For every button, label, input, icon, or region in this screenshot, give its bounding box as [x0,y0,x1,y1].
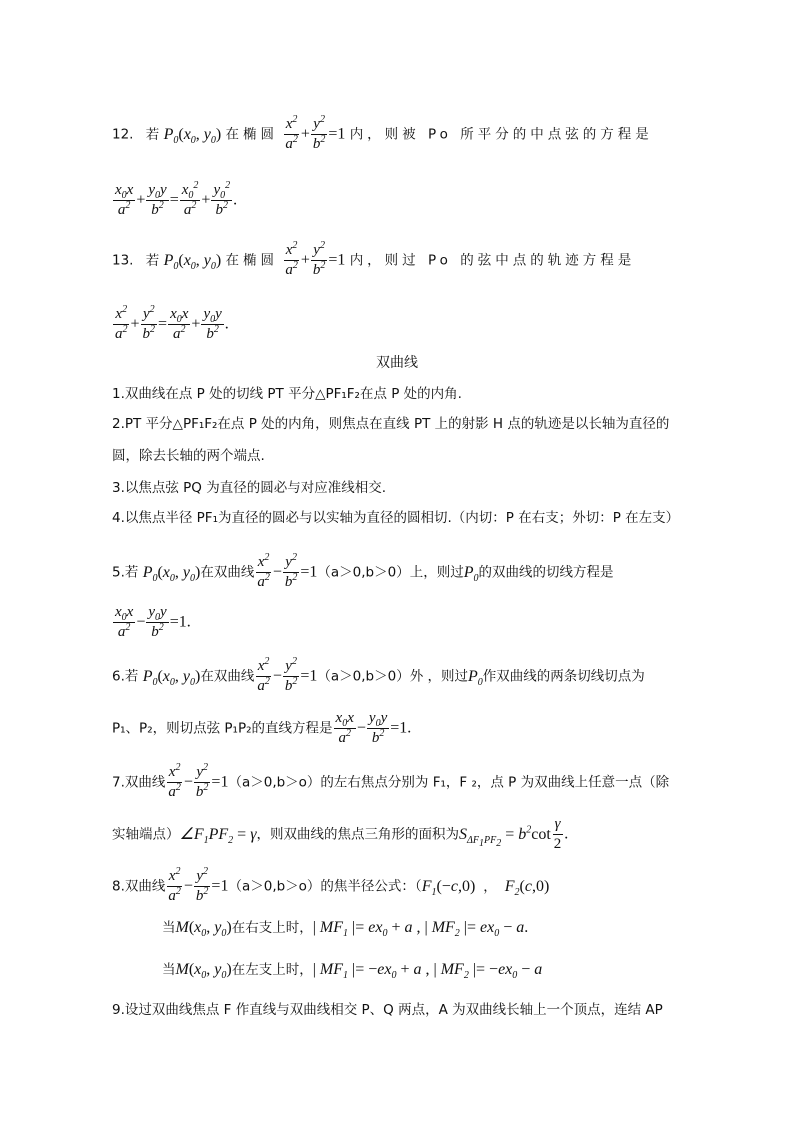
hyperbola-item-2-line-1: 2.PT 平分△PF₁F₂在点 P 处的内角，则焦点在直线 PT 上的射影 H 点的轨迹是以长轴为直径的 [112,416,670,432]
hyperbola-item-7-line-1: 7.双曲线 $\frac{x^2}{a^2}$ − $\frac{y^2}{b^2}$ =1（a＞0,b＞o）的左右焦点分别为 F₁，F ₂，点 P 为双曲线上任意一点（除 [112,762,670,800]
hyperbola-item-3: 3.以焦点弦 PQ 为直径的圆必与对应准线相交. [112,480,387,496]
hyperbola-item-5-line-1: 5.若 $P_0(x_0$, $y_0$)在双曲线 $\frac{x^2}{a^2}$ − $\frac{y^2}{b^2}$ =1（a＞0,b＞0）上，则过$P_0$的双曲线的切线方程是 [112,552,614,590]
hyperbola-item-5-formula: $\frac{x_0x}{a^2}$ − $\frac{y_0y}{b^2}$ =1. [115,604,191,640]
item-13-formula: $\frac{x^2}{a^2}$ + $\frac{y^2}{b^2}$ = $\frac{x_0x}{a^2}$ + $\frac{y_0y}{b^2}$ . [115,304,229,342]
hyperbola-item-8-right-branch: 当$M(x_0$, $y_0$)在右支上时，| $MF_1$ |= $ex_0 + a$ , | $MF_2$ |= $ex_0 - a$. [162,919,529,940]
hyperbola-item-2-line-2: 圆，除去长轴的两个端点. [112,448,265,464]
hyperbola-item-6-line-2: P₁、P₂，则切点弦 P₁P₂的直线方程是 $\frac{x_0x}{a^2}$ − $\frac{y_0y}{b^2}$ =1. [112,710,412,746]
hyperbola-item-9: 9.设过双曲线焦点 F 作直线与双曲线相交 P、Q 两点，A 为双曲线长轴上一个顶点，连结 AP [112,1002,663,1018]
hyperbola-item-8-line-1: 8.双曲线 $\frac{x^2}{a^2}$ − $\frac{y^2}{b^2}$ =1（a＞0,b＞o）的焦半径公式：（$F_1(-c,0)$ ， $F_2(c,0)$ [112,866,550,904]
hyperbola-item-6-line-1: 6.若 $P_0(x_0$, $y_0$)在双曲线 $\frac{x^2}{a^2}$ − $\frac{y^2}{b^2}$ =1（a＞0,b＞0）外 ，则过$P_0$作双曲线的两条切线切点为 [112,656,645,694]
section-heading-hyperbola: 双曲线 [376,355,418,371]
hyperbola-item-4: 4.以焦点半径 PF₁为直径的圆必与以实轴为直径的圆相切.（内切：P 在右支；外切：P 在左支） [112,510,680,526]
item-12-formula: $\frac{x_0x}{a^2}$ + $\frac{y_0y}{b^2}$ = $\frac{x_0^2}{a^2}$ + $\frac{y_0^2}{b^2}$ . [115,180,238,218]
hyperbola-item-7-line-2: 实轴端点）$\angle F_1PF_2 = \gamma$，则双曲线的焦点三角形的面积为$S_{\Delta F_1PF_2} = b^2\cot$ $\frac{\gamma}{2}$ . [112,816,569,852]
hyperbola-item-8-left-branch: 当$M(x_0$, $y_0$)在左支上时，| $MF_1$ |= $-ex_0 + a$ , | $MF_2$ |= $-ex_0 - a$ [162,961,543,982]
hyperbola-item-1: 1.双曲线在点 P 处的切线 PT 平分△PF₁F₂在点 P 处的内角. [112,386,462,402]
item-12-line-1: 12. 若 $P_0(x_0$, $y_0$) 在椭圆 $\frac{x^2}{a^2}$ + $\frac{y^2}{b^2}$ =1 内，则被 Po 所平分的中点弦的方程是 [112,114,653,152]
item-13-line-1: 13. 若 $P_0(x_0$, $y_0$) 在椭圆 $\frac{x^2}{a^2}$ + $\frac{y^2}{b^2}$ =1 内，则过 Po 的弦中点的轨迹方程是 [112,240,636,278]
